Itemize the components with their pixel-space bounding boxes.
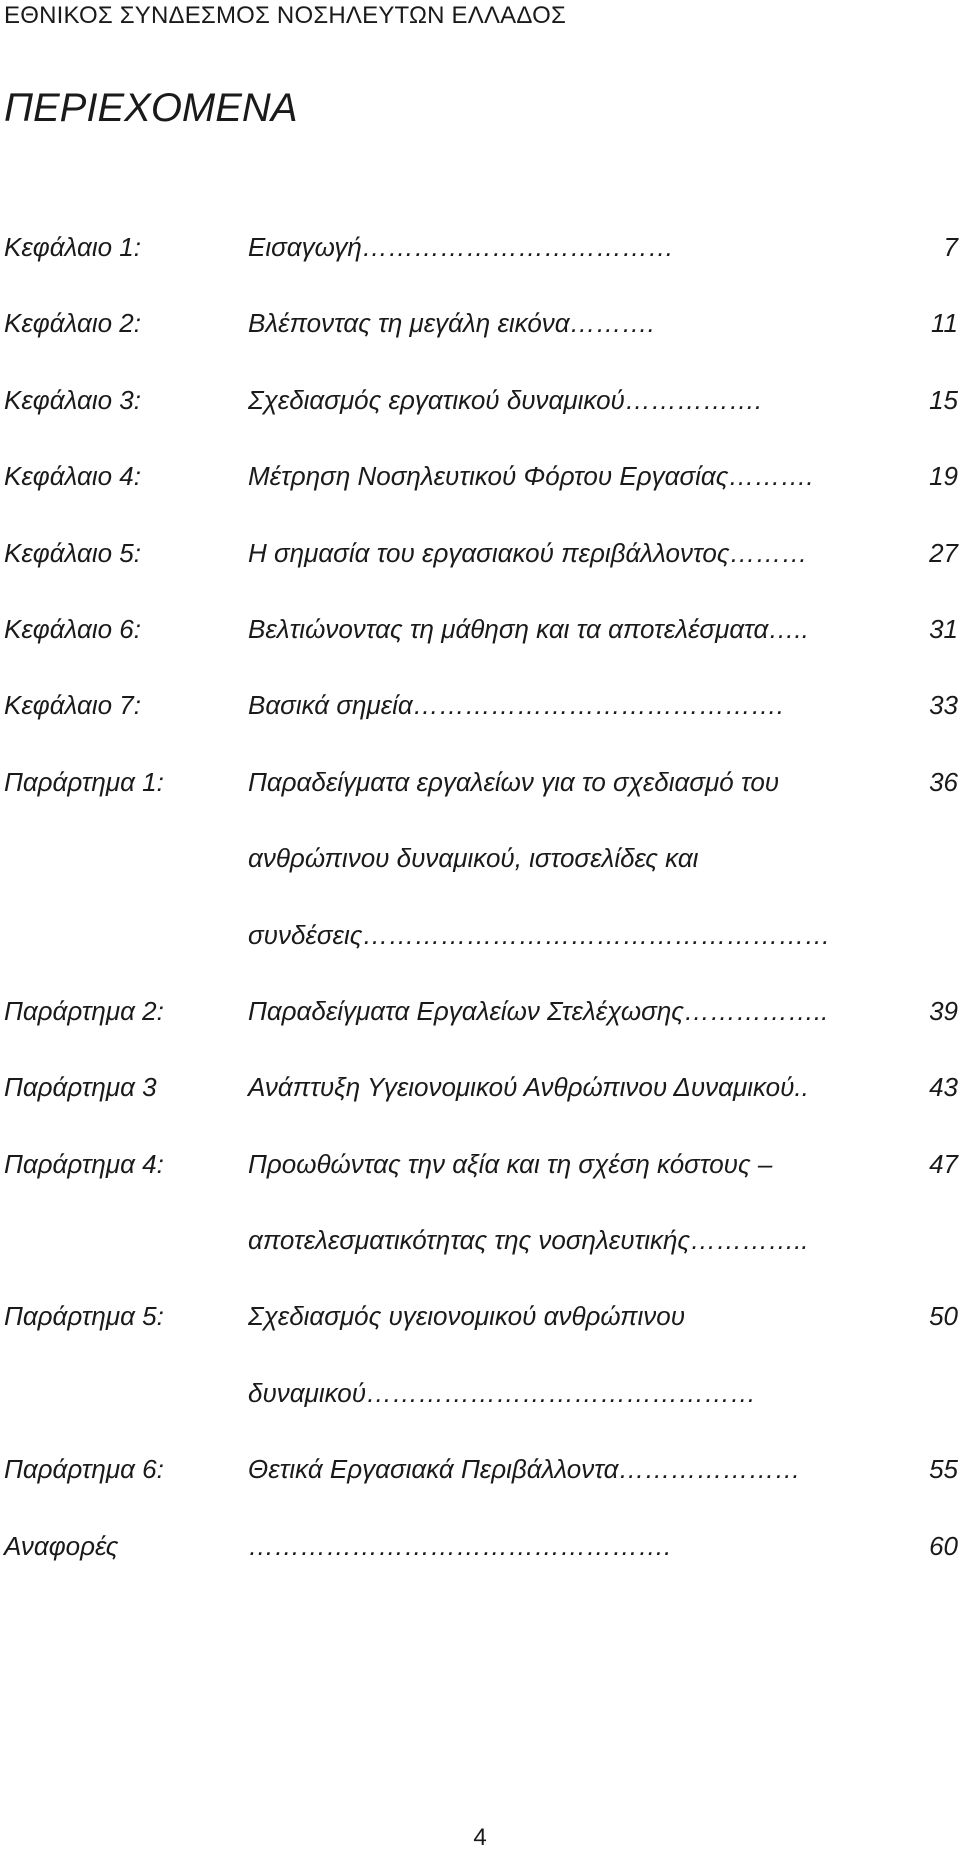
toc-entry-appendix-4-continued[interactable] xyxy=(0,1225,960,1301)
toc-title: ΠΕΡΙΕΧΟΜΕΝΑ xyxy=(4,86,298,130)
toc-entry-label: Αναφορές xyxy=(4,1530,119,1561)
toc-entry-page: 36 xyxy=(929,766,958,797)
toc-entry-title: Μέτρηση Νοσηλευτικού Φόρτου Εργασίας………. xyxy=(248,461,814,492)
toc-entry-title: …………………………………………. xyxy=(248,1530,672,1561)
toc-entry-title: Βασικά σημεία……………………………………. xyxy=(248,690,784,721)
toc-entry-page: 60 xyxy=(929,1530,958,1561)
toc-entry-title: Παραδείγματα Εργαλείων Στελέχωσης…………….. xyxy=(248,995,829,1026)
toc-entry-label: Παράρτημα 6: xyxy=(4,1454,164,1485)
toc-entry-chapter-6[interactable] xyxy=(0,614,960,690)
toc-entry-page: 15 xyxy=(929,384,958,415)
toc-entry-title: συνδέσεις……………………………………………… xyxy=(248,919,831,950)
toc-entry-page: 11 xyxy=(931,308,958,339)
toc-entry-title: Σχεδιασμός υγειονομικού ανθρώπινου xyxy=(248,1301,686,1332)
toc-entry-label: Κεφάλαιο 2: xyxy=(4,308,141,339)
toc-entry-label: Κεφάλαιο 4: xyxy=(4,461,141,492)
toc-entry-page: 55 xyxy=(929,1454,958,1485)
toc-entry-title: Ανάπτυξη Υγειονομικού Ανθρώπινου Δυναμικού.. xyxy=(248,1072,809,1103)
toc-entry-title: Θετικά Εργασιακά Περιβάλλοντα………………… xyxy=(248,1454,801,1485)
table-of-contents xyxy=(0,232,960,1607)
toc-entry-page: 31 xyxy=(929,613,958,644)
toc-entry-chapter-5[interactable] xyxy=(0,538,960,614)
toc-entry-title: Η σημασία του εργασιακού περιβάλλοντος……… xyxy=(248,537,808,568)
toc-entry-title: Σχεδιασμός εργατικού δυναμικού……………. xyxy=(248,384,763,415)
document-header: ΕΘΝΙΚΟΣ ΣΥΝΔΕΣΜΟΣ ΝΟΣΗΛΕΥΤΩΝ ΕΛΛΑΔΟΣ xyxy=(4,2,567,29)
toc-entry-references[interactable] xyxy=(0,1531,960,1607)
toc-entry-label: Κεφάλαιο 7: xyxy=(4,690,141,721)
toc-entry-page: 27 xyxy=(929,537,958,568)
toc-entry-page: 39 xyxy=(929,995,958,1026)
toc-entry-appendix-1-continued[interactable] xyxy=(0,843,960,919)
toc-entry-appendix-1-continued[interactable] xyxy=(0,920,960,996)
toc-entry-appendix-2[interactable] xyxy=(0,996,960,1072)
toc-entry-title: Προωθώντας την αξία και τη σχέση κόστους – xyxy=(248,1148,773,1179)
toc-entry-appendix-3[interactable] xyxy=(0,1072,960,1148)
toc-entry-title: Εισαγωγή……………………………… xyxy=(248,232,674,262)
toc-entry-appendix-1[interactable] xyxy=(0,767,960,843)
page-number: 4 xyxy=(473,1824,487,1851)
toc-entry-page: 43 xyxy=(929,1072,958,1103)
toc-entry-title: ανθρώπινου δυναμικού, ιστοσελίδες και xyxy=(248,843,699,874)
toc-entry-title: δυναμικού……………………………………… xyxy=(248,1377,757,1408)
toc-entry-chapter-2[interactable] xyxy=(0,308,960,384)
toc-entry-label: Παράρτημα 3 xyxy=(4,1072,157,1103)
toc-entry-page: 33 xyxy=(929,690,958,721)
toc-entry-title: Βελτιώνοντας τη μάθηση και τα αποτελέσματα….. xyxy=(248,613,809,644)
toc-entry-page: 19 xyxy=(929,461,958,492)
toc-entry-title: Βλέποντας τη μεγάλη εικόνα………. xyxy=(248,308,655,339)
toc-entry-label: Κεφάλαιο 3: xyxy=(4,384,141,415)
toc-entry-chapter-4[interactable] xyxy=(0,461,960,537)
toc-entry-chapter-3[interactable] xyxy=(0,385,960,461)
toc-entry-chapter-1[interactable] xyxy=(0,232,960,308)
toc-entry-page: 7 xyxy=(943,232,958,262)
toc-entry-label: Κεφάλαιο 5: xyxy=(4,537,141,568)
toc-entry-label: Παράρτημα 4: xyxy=(4,1148,164,1179)
toc-entry-label: Παράρτημα 1: xyxy=(4,766,164,797)
toc-entry-appendix-5-continued[interactable] xyxy=(0,1378,960,1454)
toc-entry-appendix-5[interactable] xyxy=(0,1301,960,1377)
toc-entry-title: αποτελεσματικότητας της νοσηλευτικής………….. xyxy=(248,1225,809,1256)
toc-entry-label: Κεφάλαιο 6: xyxy=(4,613,141,644)
toc-entry-appendix-4[interactable] xyxy=(0,1149,960,1225)
toc-entry-label: Παράρτημα 5: xyxy=(4,1301,164,1332)
toc-entry-label: Κεφάλαιο 1: xyxy=(4,232,141,262)
toc-entry-appendix-6[interactable] xyxy=(0,1454,960,1530)
toc-entry-page: 50 xyxy=(929,1301,958,1332)
toc-entry-chapter-7[interactable] xyxy=(0,690,960,766)
toc-entry-label: Παράρτημα 2: xyxy=(4,995,164,1026)
toc-entry-page: 47 xyxy=(929,1148,958,1179)
toc-entry-title: Παραδείγματα εργαλείων για το σχεδιασμό του xyxy=(248,766,780,797)
